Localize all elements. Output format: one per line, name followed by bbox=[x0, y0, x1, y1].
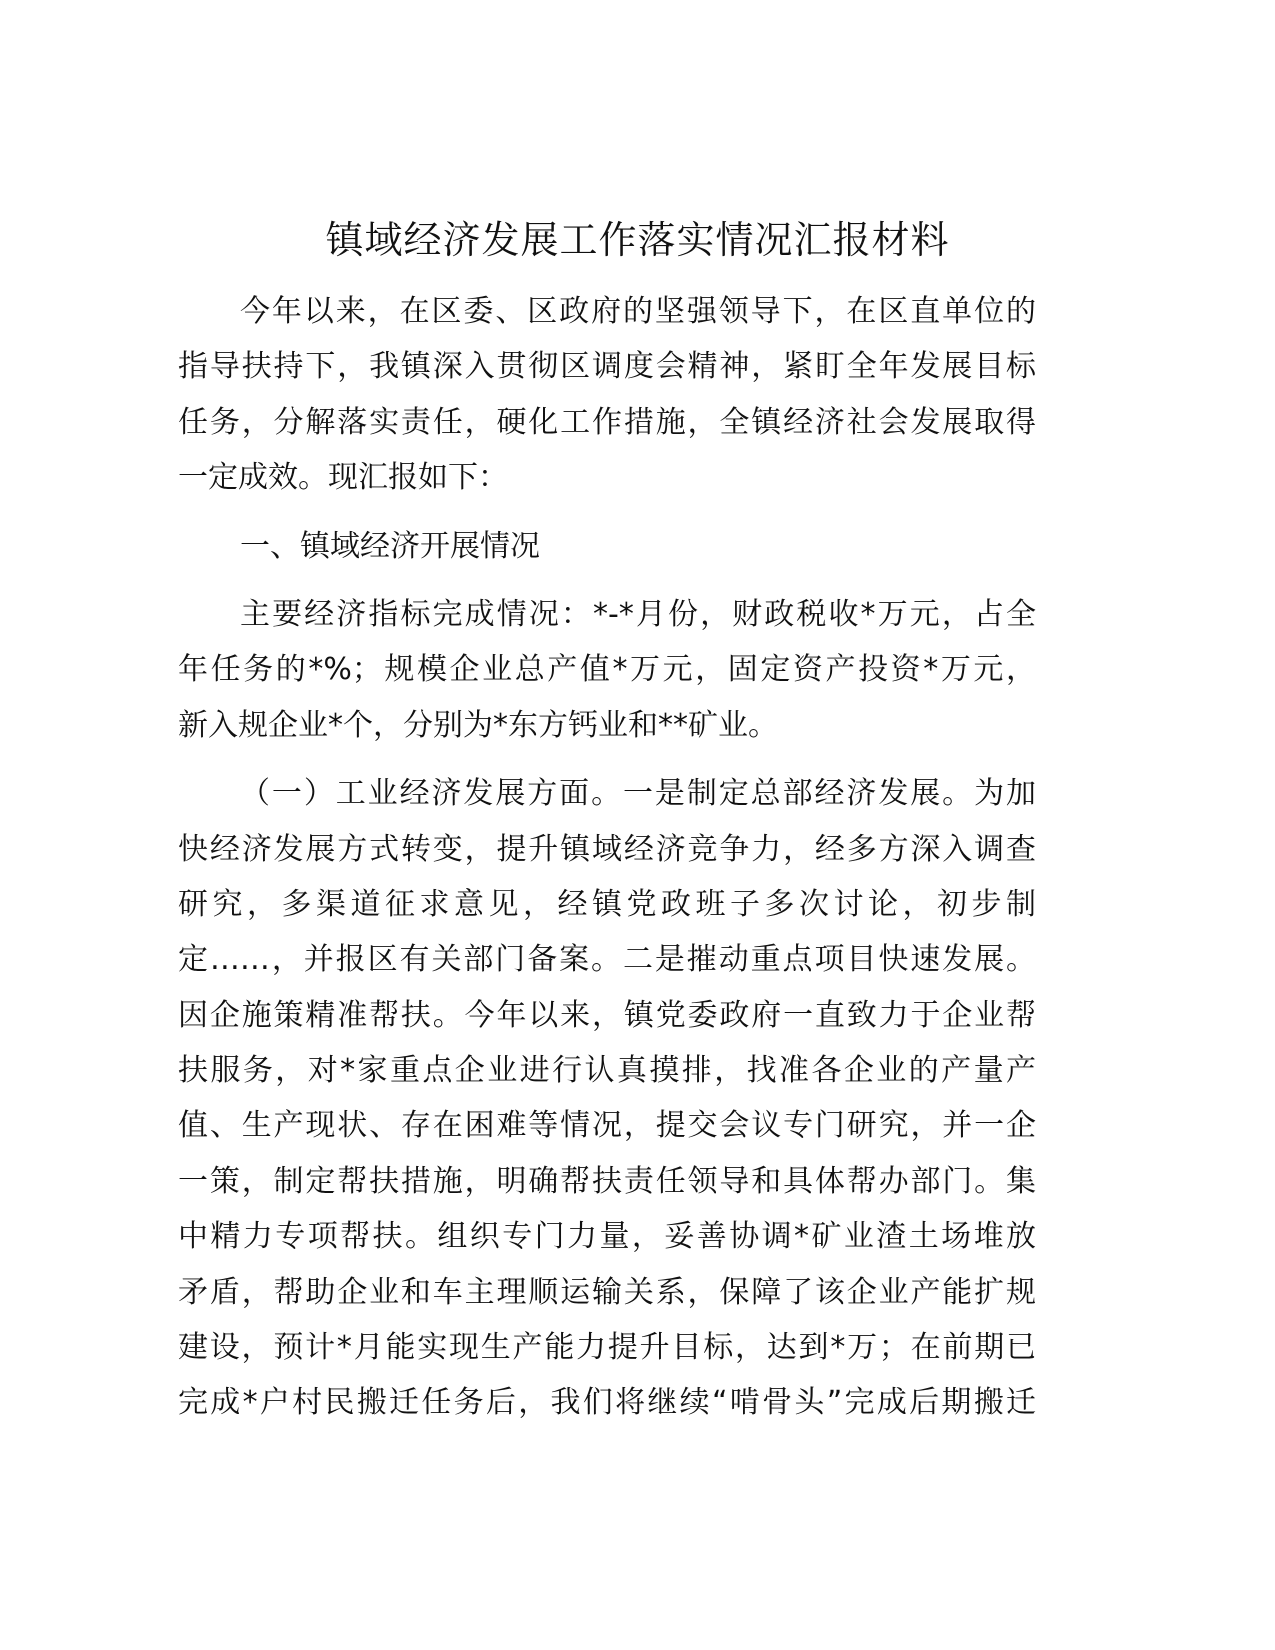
text-line: 新入规企业*个，分别为*东方钙业和**矿业。 bbox=[178, 707, 778, 743]
text-line: 值、生产现状、存在困难等情况，提交会议专门研究，并一企 bbox=[178, 1108, 1036, 1144]
text-line: 矛盾，帮助企业和车主理顺运输关系，保障了该企业产能扩规 bbox=[178, 1274, 1036, 1310]
text-line: 扶服务，对*家重点企业进行认真摸排，找准各企业的产量产 bbox=[178, 1053, 1036, 1089]
text-line: 年任务的*%；规模企业总产值*万元，固定资产投资*万元， bbox=[178, 652, 1036, 688]
text-line: （一）工业经济发展方面。一是制定总部经济发展。为加 bbox=[240, 776, 1036, 812]
text-line: 今年以来，在区委、区政府的坚强领导下，在区直单位的 bbox=[240, 294, 1036, 329]
text-line: 快经济发展方式转变，提升镇域经济竞争力，经多方深入调查 bbox=[178, 831, 1036, 867]
section-heading bbox=[178, 519, 1036, 574]
text-line: 定……，并报区有关部门备案。二是摧动重点项目快速发展。 bbox=[178, 942, 1036, 978]
text-line: 一策，制定帮扶措施，明确帮扶责任领导和具体帮办部门。集 bbox=[178, 1163, 1036, 1199]
text-line: 任务，分解落实责任，硬化工作措施，全镇经济社会发展取得 bbox=[178, 404, 1036, 440]
text-line: 一、镇域经济开展情况 bbox=[240, 528, 540, 564]
text-line: 中精力专项帮扶。组织专门力量，妥善协调*矿业渣土场堆放 bbox=[178, 1219, 1036, 1255]
indicators-paragraph bbox=[178, 587, 1036, 753]
intro-paragraph bbox=[178, 284, 1036, 506]
text-line: 一定成效。现汇报如下： bbox=[178, 460, 508, 496]
text-line: 指导扶持下，我镇深入贯彻区调度会精神，紧盯全年发展目标 bbox=[178, 349, 1036, 385]
text-line: 因企施策精准帮扶。今年以来，镇党委政府一直致力于企业帮 bbox=[178, 997, 1036, 1033]
text-line: 建设，预计*月能实现生产能力提升目标，达到*万；在前期已 bbox=[178, 1330, 1036, 1366]
industry-paragraph bbox=[178, 766, 1036, 1431]
text-line: 主要经济指标完成情况：*-*月份，财政税收*万元，占全 bbox=[240, 596, 1036, 632]
text-line: 研究，多渠道征求意见，经镇党政班子多次讨论，初步制 bbox=[178, 886, 1036, 922]
document-title: 镇域经济发展工作落实情况汇报材料 bbox=[325, 218, 950, 262]
text-line: 完成*户村民搬迁任务后，我们将继续“啃骨头”完成后期搬迁 bbox=[178, 1385, 1036, 1421]
document-body bbox=[178, 284, 1036, 1444]
